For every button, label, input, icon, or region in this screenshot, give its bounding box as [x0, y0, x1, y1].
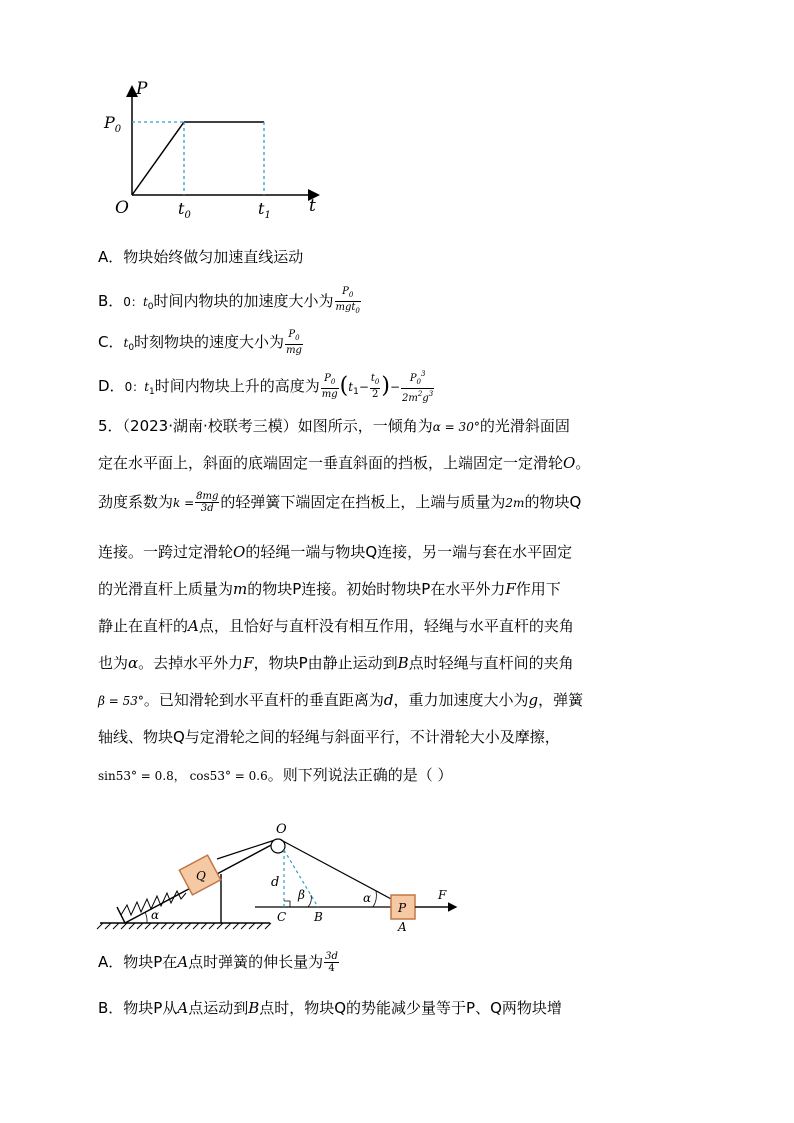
label-c: C: [277, 910, 287, 924]
p-axis-label: P: [136, 80, 148, 99]
label-alpha-incline: α: [151, 908, 160, 922]
q5-line-9: 轴线、物块Q与定滑轮之间的轻绳与斜面平行，不计滑轮大小及摩擦，: [98, 728, 560, 746]
t1-sub: 1: [264, 210, 271, 220]
svg-text:P0: [103, 113, 122, 135]
q5-line-8: β = 53°。已知滑轮到水平直杆的垂直距离为d，重力加速度大小为g，弹簧: [98, 691, 584, 709]
t0-sub: 0: [184, 210, 191, 220]
label-b: B: [314, 910, 323, 924]
q5-line-5: 的光滑直杆上质量为m的物块P连接。初始时物块P在水平外力F作用下: [98, 580, 561, 598]
label-beta: β: [298, 888, 305, 902]
q4-option-a: A．物块始终做匀加速直线运动: [98, 248, 304, 266]
t0-label: t: [178, 199, 185, 218]
q5-line-4: 连接。一跨过定滑轮O的轻绳一端与物块Q连接，另一端与套在水平固定: [98, 543, 573, 561]
alpha-arc-rod: [373, 891, 376, 907]
svg-text:t1: [258, 199, 271, 220]
q4-d-paren-fraction: $\frac{t_0}{2}$: [370, 373, 380, 400]
q5-option-b: B．物块P从A点运动到B点时，物块Q的势能减少量等于P、Q两物块增: [98, 999, 562, 1017]
q4-d-fraction-1: $\frac{P_0}{mg}$: [321, 373, 338, 400]
q4-c-fraction: $\frac{P_0}{mg}$: [286, 329, 302, 356]
beta-arc: [308, 895, 311, 907]
label-alpha-rod: α: [363, 891, 372, 905]
q5-a-fraction: $\frac{3d}{4}$: [325, 951, 338, 974]
q4-option-c: C．$t_0$时刻物块的速度大小为 $\frac{P_0}{mg}$: [98, 329, 302, 356]
q5-line-2: 定在水平面上，斜面的底端固定一垂直斜面的挡板，上端固定一定滑轮O。: [98, 454, 591, 472]
power-line: [132, 122, 184, 195]
q4-option-b: B．0：$t_0$时间内物块的加速度大小为 $\frac{P_0}{mgt_0}$: [98, 286, 360, 315]
q5-line-10: sin53° = 0.8， cos53° = 0.6。则下列说法正确的是（ ）: [98, 766, 453, 784]
alpha-arc-incline: [145, 912, 147, 923]
ground: [97, 923, 271, 929]
q4-b-fraction: $\frac{P_0}{mgt_0}$: [335, 286, 360, 315]
label-d: d: [271, 875, 280, 890]
q4-d-fraction-2: $\frac{P_0^3}{2m^2g^3}$: [402, 370, 434, 404]
t1-label: t: [258, 199, 265, 218]
pulley-label: O: [276, 822, 287, 837]
q5-line-7: 也为α。去掉水平外力F，物块P由静止运动到B点时轻绳与直杆间的夹角: [98, 654, 574, 672]
right-angle-mark: [284, 901, 290, 907]
block-q-label: Q: [196, 869, 206, 883]
q5-line-1: 5．（2023·湖南·校联考三模）如图所示，一倾角为α = 30°的光滑斜面固: [98, 417, 570, 435]
q5-line-6: 静止在直杆的A点，且恰好与直杆没有相互作用，轻绳与水平直杆的夹角: [98, 617, 574, 635]
incline-pulley-diagram: [95, 815, 475, 945]
label-f: F: [438, 888, 447, 902]
label-a: A: [398, 920, 407, 934]
q5-option-a: A．物块P在A点时弹簧的伸长量为 $\frac{3d}{4}$: [98, 951, 338, 974]
origin-label: O: [115, 198, 129, 218]
rope-incline: [217, 840, 275, 859]
power-time-graph: [95, 80, 345, 220]
q4-option-d: D．0：$t_1$时间内物块上升的高度为 $\frac{P_0}{mg}$ ($t_1-$ $\frac{t_0}{2}$ )− $\frac{P_0^3}{2m^2g^3}$: [98, 370, 434, 404]
p0-sub: 0: [114, 124, 122, 135]
t-axis-label: t: [309, 196, 316, 216]
q5-line-3: 劲度系数为k = $\frac{8mg}{3d}$ 的轻弹簧下端固定在挡板上，上端与质量为2m的物块Q: [98, 491, 582, 514]
spring-constant-fraction: $\frac{8mg}{3d}$: [196, 491, 219, 514]
block-p-label: P: [398, 901, 407, 915]
p0-label: P: [104, 113, 115, 132]
svg-text:t0: [178, 199, 191, 220]
